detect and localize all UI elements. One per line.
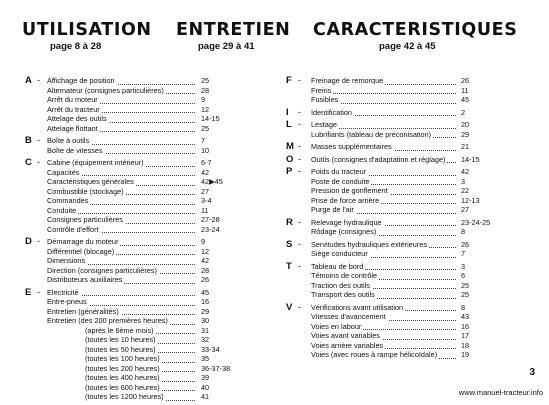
section-dash: - — [298, 141, 301, 151]
index-entry — [25, 124, 225, 134]
entry-page: 8 — [461, 227, 466, 236]
entry-page: 22 — [461, 186, 470, 195]
index-entry — [25, 392, 225, 402]
index-section-i — [286, 108, 482, 118]
header-utilisation — [22, 20, 152, 53]
entry-page: 33-34 — [201, 344, 220, 354]
entry-label: Entretien (des 200 premières heures) — [47, 316, 168, 325]
header-caracteristiques — [313, 20, 517, 53]
entry-page: 43 — [461, 312, 470, 321]
entry-label: Vitesses d'avancement — [311, 312, 386, 321]
entry-label: Contrôle d'effort — [47, 224, 99, 234]
section-letter: O — [286, 153, 294, 165]
entry-page: 21 — [461, 142, 470, 151]
entry-label: Entretien (généralités) — [47, 306, 119, 316]
section-letter: I — [286, 106, 289, 118]
entry-label: Transport des outils — [311, 290, 375, 299]
entry-label: Siège conducteur — [311, 249, 368, 258]
entry-page: 3-4 — [201, 196, 212, 205]
entry-page: 6 — [461, 271, 466, 280]
entry-label: Identification — [311, 107, 352, 117]
section-letter: R — [286, 216, 293, 228]
entry-label: Combustible (stockage) — [47, 186, 124, 196]
index-section-o — [286, 155, 482, 165]
entry-label: (toutes les 200 heures) — [85, 363, 160, 373]
entry-label: Boîte à outils — [47, 136, 90, 145]
section-letter: L — [286, 119, 292, 130]
entry-page: 42 — [461, 167, 470, 176]
entry-page: 41 — [201, 392, 210, 401]
entry-page: 29 — [201, 306, 210, 316]
entry-label: Conduite — [47, 205, 77, 215]
entry-page: 10 — [201, 145, 210, 155]
entry-label: Entre-pneus — [47, 297, 87, 306]
entry-page: 42 — [201, 167, 210, 177]
entry-label: Relevage hydraulique — [311, 217, 382, 227]
section-letter: D — [25, 236, 32, 247]
entry-label: Dimensions — [47, 256, 86, 265]
section-dash: - — [298, 166, 301, 176]
entry-page: 23-24-25 — [461, 217, 491, 227]
entry-label: Arrêt du moteur — [47, 95, 98, 104]
section-dash: - — [37, 75, 40, 85]
entry-label: Lestage — [311, 120, 337, 129]
index-entry — [286, 142, 482, 152]
index-section-c — [25, 158, 225, 234]
index-section-t — [286, 262, 482, 300]
section-letter: C — [25, 157, 32, 168]
section-dash: - — [298, 106, 301, 117]
section-letter: V — [286, 301, 293, 313]
index-entry — [286, 290, 482, 300]
entry-page: 17 — [461, 331, 470, 340]
index-section-f — [286, 76, 482, 105]
section-letter: E — [25, 286, 32, 298]
entry-page: 14-15 — [461, 154, 480, 164]
entry-page: 27 — [201, 186, 210, 196]
entry-label: Outils (consignes d'adaptation et réglage) — [311, 154, 446, 164]
entry-label: (toutes les 10 heures) — [85, 335, 156, 344]
index-entry — [25, 146, 225, 156]
entry-page: 25 — [201, 76, 210, 85]
entry-page: 32 — [201, 335, 210, 344]
index-entry — [286, 130, 482, 140]
entry-page: 28 — [201, 85, 210, 95]
entry-label: (toutes les 1200 heures) — [85, 392, 164, 401]
entry-label: (toutes les 600 heures) — [85, 382, 160, 392]
entry-label: Rôdage (consignes) — [311, 227, 377, 236]
entry-label: Electricité — [47, 287, 79, 297]
entry-page: 25 — [461, 280, 470, 290]
entry-label: Freins — [311, 85, 332, 95]
index-column-right — [286, 75, 491, 363]
index-entry — [286, 95, 482, 105]
header-title: CARACTERISTIQUES — [313, 20, 518, 40]
index-column-left — [25, 75, 231, 405]
entry-label: Boîte de vitesses — [47, 145, 103, 155]
entry-label: Commandes — [47, 196, 89, 205]
entry-page: 16 — [461, 321, 470, 331]
entry-label: Voies (avec roues à rampe hélicoïdale) — [311, 350, 438, 359]
section-dash: - — [298, 260, 301, 271]
entry-page: 7 — [201, 136, 206, 145]
entry-page: 42 — [201, 256, 210, 265]
website-footer: www.manuel-tracteur.info — [458, 388, 543, 397]
entry-page: 7 — [461, 249, 466, 258]
entry-page: 30 — [201, 316, 210, 325]
section-letter: A — [25, 75, 32, 86]
index-section-r — [286, 216, 491, 237]
entry-label: (après le 6ème mois) — [85, 325, 154, 335]
entry-label: Voies avant variables — [311, 331, 380, 340]
entry-page: 26 — [461, 239, 470, 249]
index-entry — [25, 225, 225, 235]
page-number: 3 — [529, 367, 535, 378]
entry-page: 3 — [461, 176, 466, 186]
entry-label: (toutes les 50 heures) — [85, 344, 156, 354]
entry-label: Pression de gonflement — [311, 186, 388, 195]
section-dash: - — [298, 216, 301, 227]
entry-page: 2 — [461, 107, 466, 117]
entry-label: Témoins de contrôle — [311, 271, 378, 280]
entry-label: Attelage des outils — [47, 114, 107, 123]
entry-page: 9 — [201, 237, 206, 246]
header-entretien — [176, 20, 290, 53]
entry-label: Consignes particulières — [47, 215, 123, 224]
entry-label: Capacités — [47, 167, 80, 177]
index-section-b — [25, 136, 225, 155]
section-dash: - — [37, 135, 40, 145]
index-entry — [286, 227, 482, 237]
section-headers — [0, 20, 549, 60]
entry-label: Servitudes hydrauliques extérieures — [311, 239, 428, 249]
section-dash: - — [298, 301, 301, 312]
index-entry — [286, 108, 482, 118]
entry-page: 42▶45 — [201, 177, 223, 186]
entry-page: 45 — [461, 95, 470, 104]
section-letter: M — [286, 141, 294, 152]
index-section-m — [286, 142, 482, 152]
index-section-s — [286, 240, 482, 259]
entry-page: 16 — [201, 297, 210, 306]
entry-page: 6-7 — [201, 158, 212, 167]
section-dash: - — [37, 286, 40, 297]
entry-label: Démarrage du moteur — [47, 237, 119, 246]
section-dash: - — [37, 236, 40, 246]
entry-label: Masses supplémentaires — [311, 142, 392, 151]
entry-page: 29 — [461, 129, 470, 139]
entry-label: (toutes les 100 heures) — [85, 354, 160, 363]
section-dash: - — [298, 238, 301, 249]
entry-page: 25 — [461, 290, 470, 299]
entry-label: Caractéristiques générales — [47, 177, 134, 186]
header-subtitle: page 29 à 41 — [198, 41, 255, 52]
entry-page: 36-37-38 — [201, 363, 231, 373]
entry-label: Vérifications avant utilisation — [311, 302, 404, 312]
entry-label: Direction (consignes particulières) — [47, 265, 157, 275]
section-letter: T — [286, 260, 292, 272]
header-subtitle: page 42 à 45 — [379, 41, 436, 52]
entry-page: 19 — [461, 350, 470, 359]
entry-label: Poids du tracteur — [311, 167, 367, 176]
index-section-l — [286, 120, 482, 139]
entry-label: (toutes les 400 heures) — [85, 373, 160, 382]
section-dash: - — [37, 157, 40, 167]
entry-label: Distributeurs auxiliaires — [47, 275, 123, 284]
entry-label: Poste de conduite — [311, 176, 370, 186]
entry-page: 3 — [461, 261, 466, 271]
entry-page: 35 — [201, 354, 210, 363]
entry-label: Différentiel (blocage) — [47, 246, 115, 256]
header-subtitle: page 8 à 28 — [50, 41, 102, 52]
entry-label: Attelage flottant — [47, 123, 98, 133]
entry-label: Freinage de remorque — [311, 76, 384, 85]
section-dash: - — [298, 75, 301, 85]
entry-page: 27 — [461, 205, 470, 214]
entry-page: 20 — [461, 120, 470, 129]
entry-page: 45 — [201, 287, 210, 297]
entry-label: Cabine (équipement intérieur) — [47, 158, 144, 167]
entry-label: Arrêt du tracteur — [47, 104, 100, 114]
entry-label: Affichage de position — [47, 76, 115, 85]
entry-label: Alternateur (consignes particulières) — [47, 85, 164, 95]
entry-label: Lubrifiants (tableau de préconisation) — [311, 129, 432, 139]
header-title: ENTRETIEN — [176, 20, 291, 40]
entry-page: 11 — [201, 205, 209, 215]
entry-page: 27-28 — [201, 215, 220, 224]
entry-label: Voies arrière variables — [311, 340, 384, 350]
index-section-d — [25, 237, 225, 285]
index-section-a — [25, 76, 225, 133]
entry-page: 9 — [201, 95, 206, 104]
entry-label: Tableau de bord — [311, 261, 364, 271]
index-entry — [286, 205, 482, 215]
section-letter: B — [25, 135, 32, 146]
entry-page: 11 — [461, 85, 469, 95]
index-entry — [286, 155, 482, 165]
header-title: UTILISATION — [22, 20, 152, 40]
index-entry — [25, 275, 225, 285]
entry-label: Voies en labour — [311, 321, 362, 331]
entry-label: Traction des outils — [311, 280, 370, 290]
entry-label: Fusibles — [311, 95, 339, 104]
entry-page: 12-13 — [461, 195, 480, 205]
section-letter: P — [286, 166, 293, 177]
index-entry — [286, 350, 482, 360]
entry-page: 40 — [201, 382, 210, 392]
entry-page: 23-24 — [201, 224, 220, 234]
entry-page: 26 — [201, 275, 210, 284]
index-section-v — [286, 303, 482, 360]
entry-page: 12 — [201, 104, 210, 114]
index-section-p — [286, 167, 482, 215]
index-section-e — [25, 286, 231, 402]
entry-page: 26 — [461, 76, 470, 85]
index-entry — [286, 249, 482, 259]
entry-page: 28 — [201, 265, 210, 275]
entry-label: Purge de l'air — [311, 205, 354, 214]
entry-page: 31 — [201, 325, 210, 335]
section-letter: F — [286, 75, 292, 86]
section-dash: - — [298, 119, 301, 129]
entry-page: 39 — [201, 373, 210, 382]
entry-page: 12 — [201, 246, 210, 256]
entry-label: Prise de force arrière — [311, 195, 380, 205]
entry-page: 25 — [201, 123, 210, 133]
entry-page: 8 — [461, 302, 466, 312]
entry-page: 18 — [461, 340, 470, 350]
entry-page: 14-15 — [201, 114, 220, 123]
section-letter: S — [286, 238, 293, 250]
section-dash: - — [298, 153, 301, 164]
